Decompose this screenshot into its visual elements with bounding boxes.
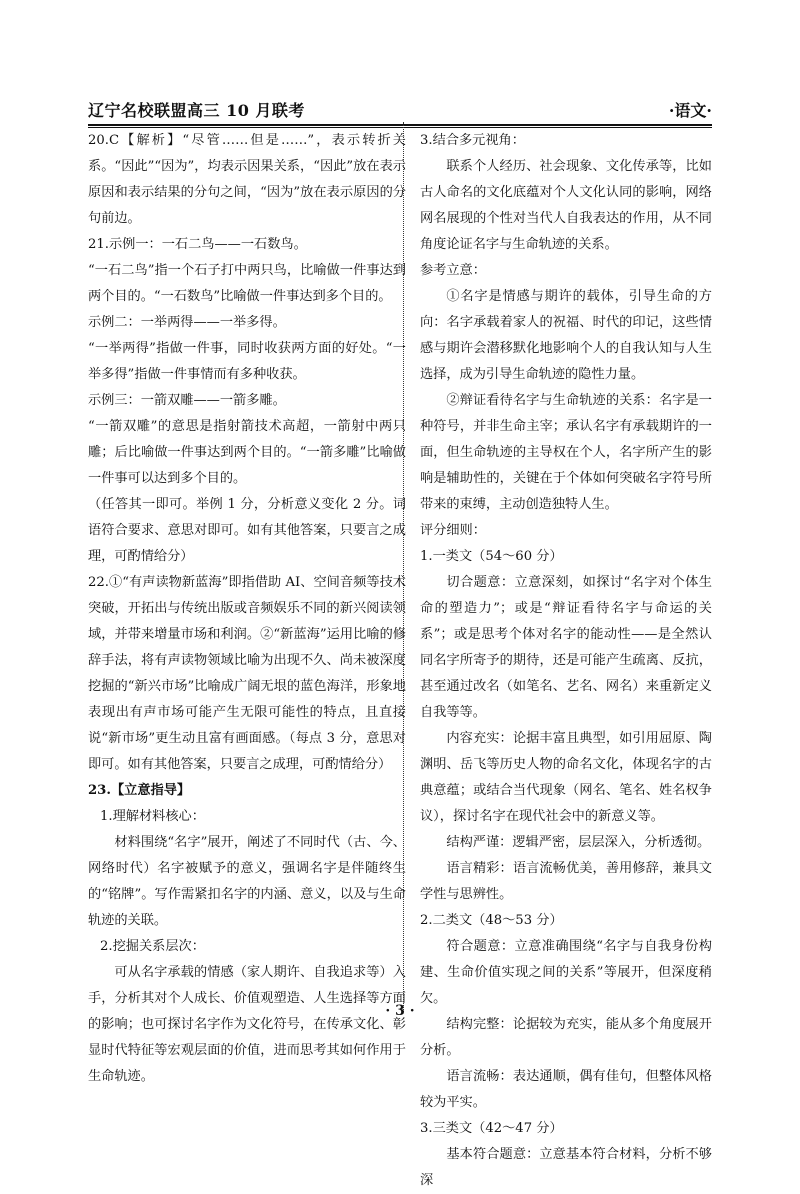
guide-3-body: 联系个人经历、社会现象、文化传承等，比如古人命名的文化底蕴对个人文化认同的影响，网络网名展现的个性对当代人自我表达的作用，从不同角度论证名字与生命轨迹的关系。 [420, 159, 712, 252]
grade-1-structure: 结构严谨：逻辑严密，层层深入，分析透彻。 [446, 835, 711, 850]
reference-ideas-heading: 参考立意： [420, 263, 486, 278]
grade-3-relevance: 基本符合题意：立意基本符合材料，分析不够深 [420, 1147, 712, 1188]
answer-23-heading: 23.【立意指导】 [88, 783, 191, 798]
guide-2-title: 2.挖掘关系层次： [100, 939, 205, 954]
scoring-heading: 评分细则： [420, 523, 486, 538]
answer-20: 20.C【解析】“尽管……但是……”，表示转折关系。“因此”“因为”，均表示因果关系，“因此”放在表示原因和表示结果的分句之间，“因为”放在表示原因的分句前边。 [88, 133, 406, 226]
guide-3-title: 3.结合多元视角： [420, 133, 525, 148]
grade-2-title: 2.二类文（48～53 分） [420, 913, 563, 928]
grade-2-structure: 结构完整：论据较为充实，能从多个角度展开分析。 [420, 1017, 712, 1058]
grade-1-language: 语言精彩：语言流畅优美，善用修辞，兼具文学性与思辨性。 [420, 861, 712, 902]
reference-idea-1: ①名字是情感与期许的载体，引导生命的方向：名字承载着家人的祝福、时代的印记，这些情感与期许会潜移默化地影响个人的自我认知与人生选择，成为引导生命轨迹的隐性力量。 [420, 289, 712, 382]
reference-idea-2: ②辩证看待名字与生命轨迹的关系：名字是一种符号，并非生命主宰；承认名字有承载期许的一面，但生命轨迹的主导权在个人，名字所产生的影响是辅助性的，关键在于个体如何突破名字符号所带来的束缚，主动创造独特人生。 [420, 393, 712, 512]
guide-1-title: 1.理解材料核心： [100, 809, 205, 824]
column-divider [403, 122, 404, 1012]
grade-1-content: 内容充实：论据丰富且典型，如引用屈原、陶渊明、岳飞等历史人物的命名文化，体现名字的古典意蕴；或结合当代现象（网名、笔名、姓名权争议），探讨名字在现代社会中的新意义等。 [420, 731, 712, 824]
answer-22: 22.①“有声读物新蓝海”即指借助 AI、空间音频等技术突破，开拓出与传统出版或音频娱乐不同的新兴阅读领域，并带来增量市场和利润。②“新蓝海”运用比喻的修辞手法，将有声读物领域比喻为出现不久、尚未被深度挖掘的“新兴市场”比喻成广阔无垠的蓝色海洋，形象地表现出有声市场可能产生无限可能性的特点，且直接说“新市场”更生动且富有画面感。（每点 3 分，意思对即可。如有其他答案，只要言之成理，可酌情给分） [88, 575, 406, 772]
answer-21-explain-3: “一箭双雕”的意思是指射箭技术高超，一箭射中两只雕；后比喻做一件事达到两个目的。“一箭多雕”比喻做一件事可以达到多个目的。 [88, 419, 406, 486]
subject-label: ·语文· [668, 101, 712, 120]
left-column [88, 122, 406, 1090]
guide-2-body: 可从名字承载的情感（家人期许、自我追求等）入手，分析其对个人成长、价值观塑造、人生选择等方面的影响；也可探讨名字作为文化符号，在传承文化、彰显时代特征等宏观层面的价值，进而思考其如何作用于生命轨迹。 [88, 965, 406, 1084]
page-number: · 3 · [385, 1003, 415, 1019]
grade-3-title: 3.三类文（42～47 分） [420, 1121, 563, 1136]
answer-21-explain-2: “一举两得”指做一件事，同时收获两方面的好处。“一举多得”指做一件事情而有多种收获。 [88, 341, 406, 382]
exam-title: 辽宁名校联盟高三 10 月联考 [88, 101, 305, 120]
grade-1-relevance: 切合题意：立意深刻，如探讨“名字对个体生命的塑造力”；或是“辩证看待名字与命运的关系”；或是思考个体对名字的能动性——是全然认同名字所寄予的期待，还是可能产生疏离、反抗，甚至通过改名（如笔名、艺名、网名）来重新定义自我等等。 [420, 575, 712, 720]
answer-21-explain-1: “一石二鸟”指一个石子打中两只鸟，比喻做一件事达到两个目的。“一石数鸟”比喻做一件事达到多个目的。 [88, 263, 406, 304]
right-column [420, 122, 712, 1194]
grade-2-language: 语言流畅：表达通顺，偶有佳句，但整体风格较为平实。 [420, 1069, 712, 1110]
answer-21-scoring: （任答其一即可。举例 1 分，分析意义变化 2 分。词语符合要求、意思对即可。如有其他答案，只要言之成理，可酌情给分） [88, 497, 406, 564]
answer-21-example-2: 示例二：一举两得——一举多得。 [88, 315, 286, 330]
grade-1-title: 1.一类文（54～60 分） [420, 549, 563, 564]
grade-2-relevance: 符合题意：立意准确围绕“名字与自我身份构建、生命价值实现之间的关系”等展开，但深度稍欠。 [420, 939, 712, 1006]
answer-21-example-3: 示例三：一箭双雕——一箭多雕。 [88, 393, 286, 408]
guide-1-body: 材料围绕“名字”展开，阐述了不同时代（古、今、网络时代）名字被赋予的意义，强调名字是伴随终生的“铭牌”。写作需紧扣名字的内涵、意义，以及与生命轨迹的关联。 [88, 835, 406, 928]
answer-21-example-1: 21.示例一：一石二鸟——一石数鸟。 [88, 237, 307, 252]
